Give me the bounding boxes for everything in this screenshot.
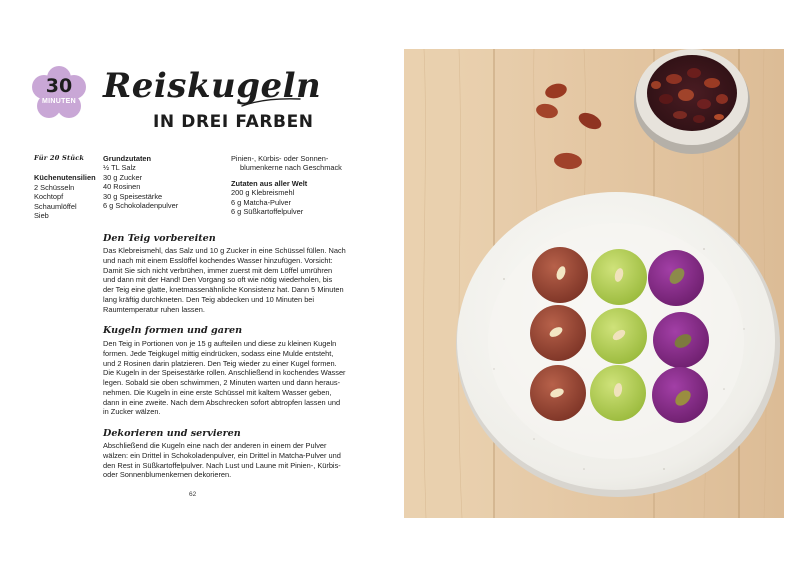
world-ingredients-heading: Zutaten aus aller Welt [231,178,308,188]
paragraph-line: und dann mit der Hand! Den Vorgang so oft wie nötig wiederholen, bis [103,275,333,285]
ingredient-item: 6 g Matcha-Pulver [231,197,291,207]
equipment-item: Kochtopf [34,192,64,202]
paragraph-line: Raumtemperatur ruhen lassen. [103,304,205,314]
paragraph-line: oder Sonnenblumenkernen dekorieren. [103,470,232,480]
paragraph-line: und nach mit einem Esslöffel kochendes Wasser hinzufügen. Vorsicht: [103,255,333,265]
step-heading: Dekorieren und servieren [103,428,241,439]
badge-unit: MINUTEN [42,98,76,105]
ingredient-item: ½ TL Salz [103,163,136,173]
time-badge [31,66,87,122]
recipe-subtitle: IN DREI FARBEN [153,112,314,132]
paragraph-line: der Teig eine glatte, knetmassenähnliche Konsistenz hat. Dann 5 Minuten [103,285,344,294]
recipe-title: Reiskugeln [103,66,322,106]
page-number: 62 [189,491,197,498]
paragraph-line: wälzen: ein Drittel in Schokoladenpulver, ein Drittel in Matcha-Pulver und [103,450,341,460]
ingredient-item: 40 Rosinen [103,182,141,192]
ingredient-item: 6 g Süßkartoffelpulver [231,207,304,217]
equipment-item: Sieb [34,211,49,221]
paragraph-line: und 2 Rosinen darin platzieren. Den Teig wieder zu einer Kugel formen. [103,358,337,368]
equipment-item: 2 Schüsseln [34,182,75,192]
paragraph-line: in Zucker wälzen. [103,407,161,417]
servings-equipment-column [34,154,96,220]
paragraph-line: den Rest in Süßkartoffelpulver. Nach Lust und Laune mit Pinien-, Kürbis- [103,460,341,470]
paragraph-line: Abschließend die Kugeln eine nach der anderen in einem der Pulver [103,441,327,450]
extra-ingredient-line: Pinien-, Kürbis- oder Sonnen- [231,154,329,163]
step-paragraph [103,339,353,417]
equipment-item: Schaumlöffel [34,201,77,211]
paragraph-line: lang kräftig durchkneten. Den Teig abdecken und 10 Minuten bei [103,294,315,304]
base-ingredients-heading: Grundzutaten [103,154,152,163]
ingredient-item: 200 g Klebreismehl [231,188,295,198]
step-heading: Den Teig vorbereiten [103,233,216,244]
rice-balls-photo-illustration [404,49,784,518]
paragraph-line: legen. Sobald sie oben schwimmen, 2 Minuten warten und dann heraus- [103,378,341,387]
paragraph-line: dann in eine zweite. Nach dem Abschrecken sofort abtropfen lassen und [103,397,341,407]
recipe-photo [404,49,784,518]
paragraph-line: Das Klebreismehl, das Salz und 10 g Zucker in eine Schüssel füllen. Nach [103,246,346,255]
step-heading: Kugeln formen und garen [103,325,243,336]
step-paragraph [103,441,353,480]
paragraph-line: formen. Jede Teigkugel mittig eindrücken, sodass eine Mulde entsteht, [103,348,334,358]
extra-ingredient-line: blumenkerne nach Geschmack [240,163,342,173]
extra-ingredients-column [231,154,342,216]
servings-label: Für 20 Stück [34,154,85,162]
ingredient-item: 30 g Zucker [103,172,143,182]
paragraph-line: Den Teig in Portionen von je 15 g aufteilen und diese zu kleinen Kugeln [103,339,337,348]
paragraph-line: Damit Sie sich nicht verbrühen, immer zuerst mit dem Löffel umrühren [103,265,333,275]
ingredient-item: 30 g Speisestärke [103,191,163,201]
base-ingredients-column [103,154,178,210]
paragraph-line: nehmen. Die Kugeln in eine erste Schüssel mit kaltem Wasser geben, [103,387,332,397]
paragraph-line: Die Kugeln in der Speisestärke rollen. Anschließend in kochendes Wasser [103,368,346,378]
step-paragraph [103,246,353,314]
ingredient-item: 6 g Schokoladenpulver [103,201,179,211]
equipment-heading: Küchenutensilien [34,173,96,183]
title-swash-decoration [240,96,302,110]
badge-number: 30 [45,75,73,97]
